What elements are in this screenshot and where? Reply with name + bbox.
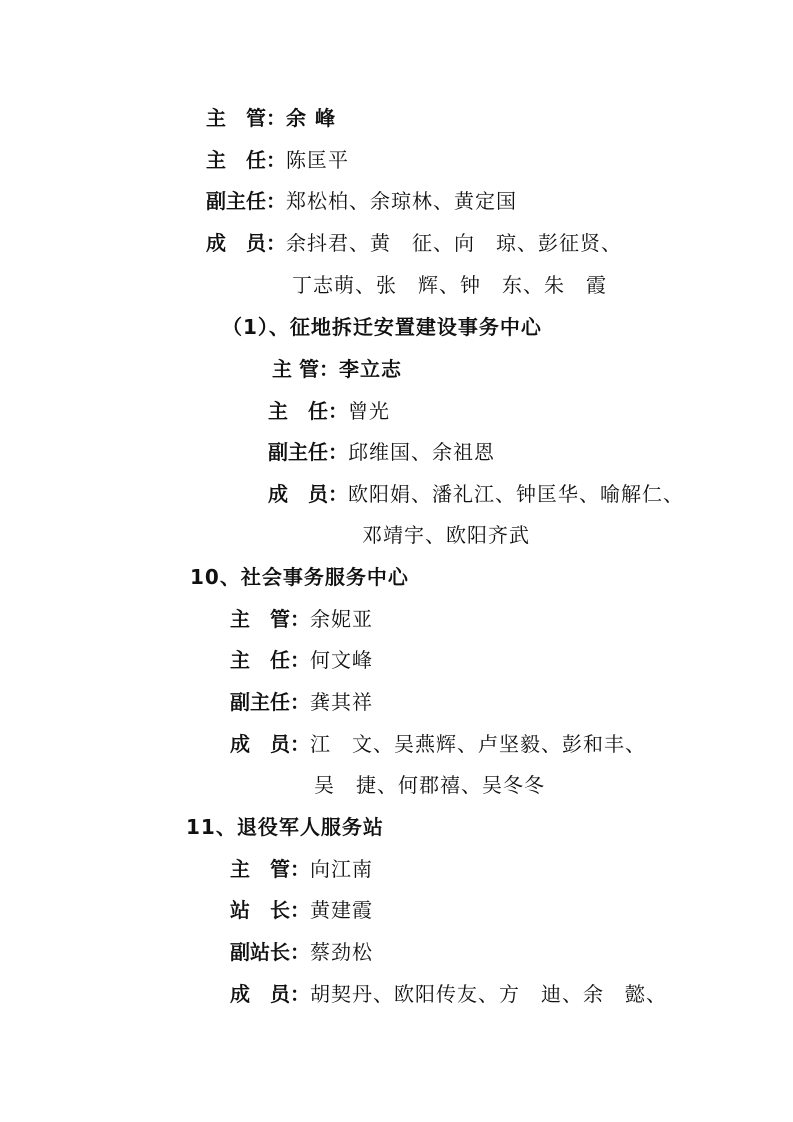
sec10-heading: 10、社会事务服务中心 <box>190 565 409 589</box>
sub1-heading: （1）、征地拆迁安置建设事务中心 <box>222 315 542 339</box>
member-names: 欧阳娟、潘礼江、钟匡华、喻解仁、 <box>348 482 684 506</box>
sub1-zhuren-row <box>268 398 390 424</box>
person-name: 蔡劲松 <box>310 940 373 964</box>
role-label: 站 长： <box>230 898 310 922</box>
member-names: 胡契丹、欧阳传友、方 迪、余 懿、 <box>310 982 667 1006</box>
role-label: 成 员： <box>230 982 310 1006</box>
sec11-fuzhanzhang-row <box>230 939 373 965</box>
person-names: 郑松柏、余琼林、黄定国 <box>286 189 517 213</box>
role-label: 副主任： <box>268 440 348 464</box>
top-chengyuan-row <box>206 230 622 256</box>
top-chengyuan-continued: 丁志萌、张 辉、钟 东、朱 霞 <box>292 273 607 297</box>
sub1-zhuguan-row <box>272 356 402 382</box>
person-name: 龚其祥 <box>310 690 373 714</box>
role-label: 成 员： <box>206 231 286 255</box>
person-name: 曾光 <box>348 399 390 423</box>
sub1-chengyuan-row <box>268 481 684 507</box>
member-names: 江 文、吴燕辉、卢坚毅、彭和丰、 <box>310 732 646 756</box>
role-label: 主 任： <box>268 399 348 423</box>
role-label: 主 管： <box>206 106 286 130</box>
role-label: 副主任： <box>230 690 310 714</box>
role-label: 主 任： <box>206 148 286 172</box>
role-label: 副站长： <box>230 940 310 964</box>
person-name: 陈匡平 <box>286 148 349 172</box>
role-label: 主 管： <box>272 357 339 381</box>
person-name: 何文峰 <box>310 648 373 672</box>
sec11-zhanzhang-row <box>230 897 373 923</box>
sec10-zhuren-row <box>230 647 373 673</box>
role-label: 主 管： <box>230 607 310 631</box>
role-label: 主 任： <box>230 648 310 672</box>
sec10-zhuguan-row <box>230 606 373 632</box>
sec10-chengyuan-continued: 吴 捷、何郡禧、吴冬冬 <box>314 773 545 797</box>
role-label: 成 员： <box>230 732 310 756</box>
person-name: 向江南 <box>310 857 373 881</box>
role-label: 主 管： <box>230 857 310 881</box>
sec10-fuzhuren-row <box>230 689 373 715</box>
sub1-chengyuan-continued: 邓靖宇、欧阳齐武 <box>362 523 530 547</box>
top-fuzhuren-row <box>206 188 517 214</box>
person-names: 邱维国、余祖恩 <box>348 440 495 464</box>
top-zhuren-row <box>206 147 349 173</box>
sec11-heading: 11、退役军人服务站 <box>186 815 384 839</box>
member-names: 余抖君、黄 征、向 琼、彭征贤、 <box>286 231 622 255</box>
person-name: 黄建霞 <box>310 898 373 922</box>
sec10-chengyuan-row <box>230 731 646 757</box>
role-label: 副主任： <box>206 189 286 213</box>
role-label: 成 员： <box>268 482 348 506</box>
top-zhuguan-row <box>206 105 336 131</box>
person-name: 余 峰 <box>286 106 336 130</box>
sec11-chengyuan-row <box>230 981 667 1007</box>
sec11-zhuguan-row <box>230 856 373 882</box>
sub1-fuzhuren-row <box>268 439 495 465</box>
person-name: 余妮亚 <box>310 607 373 631</box>
person-name: 李立志 <box>338 357 402 381</box>
